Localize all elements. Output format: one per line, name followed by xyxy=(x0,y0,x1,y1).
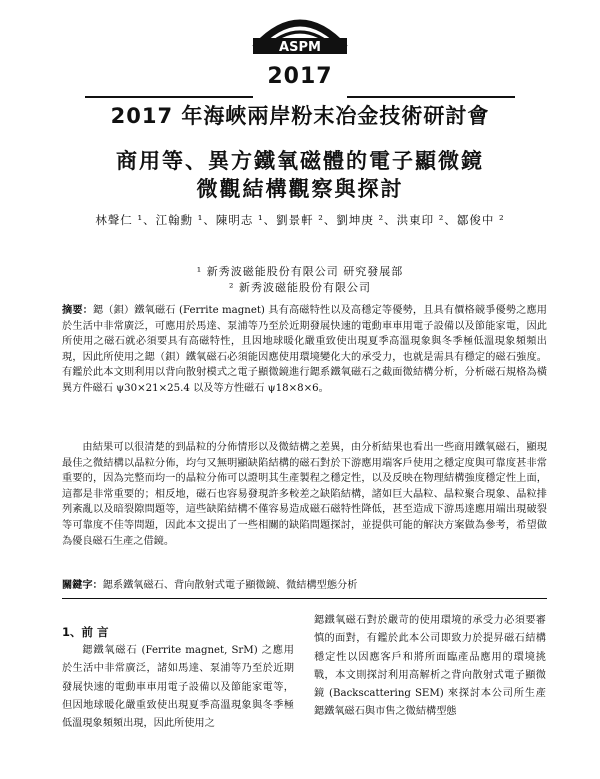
intro-column-right: 鍶鐵氧磁石對於嚴苛的使用環境的承受力必須要審慎的面對，有鑑於此本公司即致力於提昇磁石結構穩定性以因應客戶和將所面臨產品應用的環境挑戰，本文則探討利用高解析之背向散射式電子顯微鏡 (Backscattering SEM) 來探討本公司所生產鍶鐵氧磁石與市售之微結構型態 xyxy=(314,615,546,718)
affiliation-2: ² 新秀波磁能股份有限公司 xyxy=(229,281,371,294)
affiliation-1: ¹ 新秀波磁能股份有限公司 研究發展部 xyxy=(196,265,404,278)
header-rule-left xyxy=(85,96,253,98)
author-list: 林聲仁 ¹、江翰勳 ¹、陳明志 ¹、劉景軒 ²、劉坤庚 ²、洪東印 ²、鄒俊中 ² xyxy=(95,213,505,227)
logo-text: ASPM xyxy=(279,40,321,55)
keywords-text: 鍶系鐵氧磁石、背向散射式電子顯微鏡、微結構型態分析 xyxy=(102,580,358,591)
keywords-label: 關鍵字： xyxy=(62,580,103,591)
abstract-paragraph-2: 由結果可以很清楚的到晶粒的分佈情形以及微結構之差異，由分析結果也看出一些商用鐵氧磁石，顯現最佳之微結構以晶粒分佈，均勻又無明顯缺陷結構的磁石對於下游應用端客戶使用之穩定度與可靠度甚非常重要的，因為完整而均一的晶粒分佈可以證明其生產製程之穩定性，以及反映在物理結構強度穩定性上面，這都是非常重要的；相反地，磁石也容易發現許多較差之缺陷結構，諸如巨大晶粒、晶粒聚合現象、晶粒排列紊亂以及暗裂隙問題等，這些缺陷結構不僅容易造成磁石磁特性降低，甚至造成下游馬達應用端出現破裂等可靠度不佳等問題，因此本文提出了一些相關的缺陷問題探討，並提供可能的解決方案做為參考，希望做為優良磁石生產之借鏡。 xyxy=(62,442,547,547)
header-rule-right xyxy=(347,96,515,98)
aspm-logo xyxy=(245,8,355,60)
intro-column-left: 鍶鐵氧磁石 (Ferrite magnet, SrM) 之應用於生活中非常廣泛，諸如馬達、泵浦等乃至於近期發展快速的電動車車用電子設備以及節能家電等，但因地球暖化嚴重致使出現夏季高溫現象與冬季極低溫現象頻頻出現，因此所使用之 xyxy=(62,645,294,730)
abstract-text: 鍶（鋇）鐵氧磁石 (Ferrite magnet) 具有高磁特性以及高穩定等優勢，且具有價格競爭優勢之應用於生活中非常廣泛，可應用於馬達、泵浦等乃至於近期發展快速的電動車車用電子設備以及節能家電，因此所使用之磁石就必須要具有高磁特性，且因地球暖化嚴重致使出現夏季高溫現象與冬季極低溫現象頻頻出現，因此所使用之鍶（鋇）鐵氧磁石必須能因應使用環境變化大的承受力，也就是需具有穩定的磁石強度。有鑑於此本文則利用以背向散射模式之電子顯微鏡進行鍶系鐵氧磁石之截面微結構分析，分析磁石規格為橫異方件磁石 ψ30×21×25.4 以及等方性磁石 ψ18×8×6。 xyxy=(62,305,547,394)
conference-title: 2017 年海峽兩岸粉末冶金技術研討會 xyxy=(110,104,490,128)
abstract xyxy=(62,303,547,397)
conference-year: 2017 xyxy=(267,64,333,89)
section-heading-introduction: 1、前 言 xyxy=(62,625,109,639)
paper-title-line-1: 商用等、異方鐵氧磁體的電子顯微鏡 xyxy=(116,149,484,173)
paper-title-line-2: 微觀結構觀察與探討 xyxy=(196,177,404,201)
keywords xyxy=(62,576,547,591)
keywords-rule xyxy=(62,598,547,599)
abstract-label: 摘要： xyxy=(62,305,93,316)
